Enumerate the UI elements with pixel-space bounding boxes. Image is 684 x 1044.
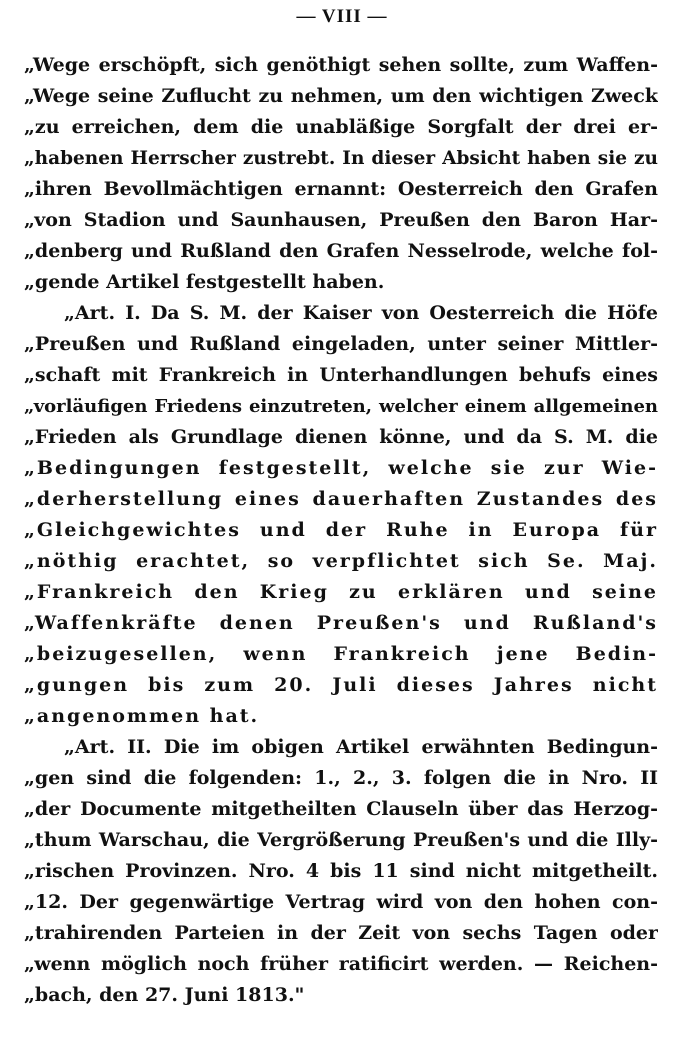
text-line: „trahirenden Parteien in der Zeit von sechs Tagen oder [24, 922, 658, 944]
text-line: „wenn möglich noch früher ratificirt werden. — Reichen- [24, 953, 658, 975]
text-line: „zu erreichen, dem die unabläßige Sorgfalt der drei er- [24, 116, 658, 138]
text-line: „vorläufigen Friedens einzutreten, welcher einem allgemeinen [24, 396, 658, 417]
text-line: „Bedingungen festgestellt, welche sie zur Wie- [24, 457, 658, 479]
text-line: „der Documente mitgetheilten Clauseln über das Herzog- [24, 798, 658, 820]
text-line: „gungen bis zum 20. Juli dieses Jahres nicht [24, 674, 658, 696]
text-line: „beizugesellen, wenn Frankreich jene Bedin- [24, 643, 658, 665]
text-line: „ihren Bevollmächtigen ernannt: Oesterreich den Grafen [24, 178, 658, 200]
text-line: „habenen Herrscher zustrebt. In dieser Absicht haben sie zu [24, 148, 658, 169]
body-text [24, 50, 658, 1011]
text-line: „derherstellung eines dauerhaften Zustandes des [24, 488, 658, 510]
text-line: „12. Der gegenwärtige Vertrag wird von den hohen con- [24, 891, 658, 913]
text-line: „denberg und Rußland den Grafen Nesselrode, welche fol- [24, 240, 658, 262]
text-line: „angenommen hat. [24, 705, 260, 727]
text-line: „Gleichgewichtes und der Ruhe in Europa für [24, 519, 658, 541]
page-number-header: — VIII — [296, 6, 388, 27]
text-line: „thum Warschau, die Vergrößerung Preußen's und die Illy- [24, 829, 658, 851]
text-line: „bach, den 27. Juni 1813." [24, 984, 305, 1006]
paragraph-1 [24, 50, 658, 298]
text-line: „rischen Provinzen. Nro. 4 bis 11 sind nicht mitgetheilt. [24, 860, 658, 882]
text-line: „Waffenkräfte denen Preußen's und Rußland's [24, 612, 658, 634]
text-line: „schaft mit Frankreich in Unterhandlungen behufs eines [24, 364, 658, 386]
paragraph-art-1 [24, 298, 658, 732]
text-line: „Wege erschöpft, sich genöthigt sehen sollte, zum Waffen- [24, 54, 658, 76]
text-line: „Frieden als Grundlage dienen könne, und da S. M. die [24, 426, 658, 448]
text-line: „Preußen und Rußland eingeladen, unter seiner Mittler- [24, 333, 658, 355]
text-line: „von Stadion und Saunhausen, Preußen den Baron Har- [24, 209, 658, 231]
text-line: „Wege seine Zuflucht zu nehmen, um den wichtigen Zweck [24, 85, 658, 107]
text-line: „Art. I. Da S. M. der Kaiser von Oesterreich die Höfe [64, 302, 658, 324]
text-line: „Frankreich den Krieg zu erklären und seine [24, 581, 658, 603]
text-line: „Art. II. Die im obigen Artikel erwähnten Bedingun- [64, 736, 658, 758]
text-line: „gen sind die folgenden: 1., 2., 3. folgen die in Nro. II [24, 767, 658, 789]
text-line: „gende Artikel festgestellt haben. [24, 271, 385, 293]
paragraph-art-2 [24, 732, 658, 1011]
text-line: „nöthig erachtet, so verpflichtet sich Se. Maj. [24, 550, 658, 572]
